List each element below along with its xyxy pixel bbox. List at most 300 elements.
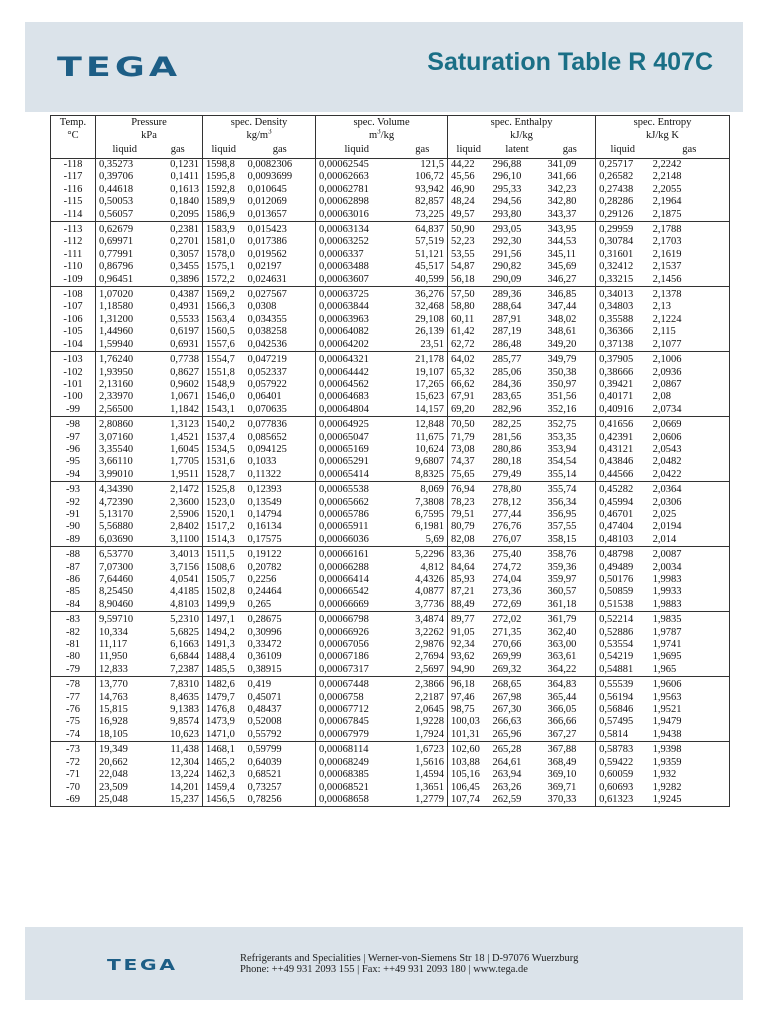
table-cell: 53,55 [448, 249, 490, 261]
table-cell: 285,77 [492, 354, 522, 366]
table-cell: 0,50859 [596, 586, 650, 598]
table-cell: 0,64039 [247, 756, 282, 768]
table-cell: 0,44566 [596, 469, 650, 482]
table-cell: 341,66 [547, 171, 577, 183]
table-cell: 0,56194 [596, 692, 650, 704]
table-cell: 1531,6 [203, 456, 245, 468]
table-cell: 290,09 [490, 274, 545, 287]
table-cell: 367,27 [545, 729, 596, 742]
table-cell: 2,3866 [415, 679, 445, 691]
sub-header: gas [545, 142, 596, 159]
table-cell: 74,37 [448, 456, 490, 468]
header-banner [25, 22, 743, 112]
table-cell: 3,4013 [170, 549, 200, 561]
table-cell: 1557,6 [203, 339, 245, 352]
table-cell: 2,0364 [652, 484, 682, 496]
table-cell: 0,034355 [247, 313, 287, 325]
table-cell: 0,54881 [596, 664, 650, 677]
temp-unit: °C [67, 130, 79, 141]
table-cell: 1,3123 [170, 419, 200, 431]
table-cell: 0,6197 [170, 326, 200, 338]
sub-header: liquid [203, 142, 245, 159]
table-cell: 1,07020 [96, 287, 154, 302]
table-cell: 17,265 [415, 378, 445, 390]
table-cell: 285,06 [492, 366, 522, 378]
table-cell: 1,4594 [415, 769, 445, 781]
table-cell: 0,00066161 [316, 547, 398, 562]
table-cell: 0,057922 [247, 378, 287, 390]
table-cell: 0,5814 [596, 729, 650, 742]
table-cell: -116 [63, 183, 83, 195]
table-row [51, 562, 730, 574]
table-row [51, 547, 730, 562]
table-cell: 267,98 [492, 691, 522, 703]
table-cell: 369,71 [547, 781, 577, 793]
table-cell: 15,237 [154, 794, 203, 807]
table-cell: 276,07 [490, 534, 545, 547]
table-cell: 2,56500 [96, 404, 154, 417]
table-cell: -96 [66, 443, 80, 455]
table-cell: 2,2187 [415, 691, 445, 703]
table-cell: 270,66 [492, 639, 522, 651]
table-cell: 0,00068385 [316, 769, 398, 781]
table-cell: 362,40 [547, 626, 577, 638]
table-cell: -84 [51, 599, 96, 612]
table-cell: 10,624 [415, 443, 445, 455]
table-row [51, 222, 730, 237]
table-cell: 16,928 [96, 716, 154, 728]
table-cell: 0,54219 [596, 651, 650, 663]
table-cell: 76,94 [448, 482, 490, 497]
table-cell: 54,87 [448, 261, 490, 273]
table-row [51, 249, 730, 261]
table-cell: 1,9606 [652, 679, 682, 691]
table-row [51, 677, 730, 692]
table-cell: 0,27438 [596, 184, 650, 196]
table-cell: 0,00067056 [316, 639, 398, 651]
table-cell: 0,00064321 [316, 352, 398, 367]
table-cell: 0,12393 [247, 484, 282, 496]
table-cell: 1525,8 [203, 482, 245, 497]
table-cell: 64,02 [448, 352, 490, 367]
table-cell: 57,519 [415, 236, 445, 248]
table-cell: 1482,6 [203, 677, 245, 692]
table-cell: 48,24 [448, 196, 490, 208]
table-cell: 263,94 [492, 769, 522, 781]
table-cell: 36,276 [415, 289, 445, 301]
temp-header: Temp. [59, 117, 87, 128]
table-cell: 1548,9 [203, 379, 245, 391]
table-cell: 14,763 [96, 692, 154, 704]
table-cell: 93,942 [415, 183, 445, 195]
table-cell: -88 [66, 549, 80, 561]
table-cell: 0,53554 [596, 639, 650, 651]
table-cell: 0,00065786 [316, 509, 398, 521]
table-cell: 357,55 [547, 521, 577, 533]
table-cell: 1473,9 [203, 716, 245, 728]
table-cell: 15,815 [96, 704, 154, 716]
table-cell: 2,5906 [170, 508, 200, 520]
table-cell: 6,03690 [96, 534, 154, 547]
table-cell: 84,64 [448, 562, 490, 574]
table-cell: 1,9359 [652, 756, 682, 768]
table-cell: -112 [63, 236, 83, 248]
table-cell: 267,30 [492, 704, 522, 716]
table-row [51, 469, 730, 482]
table-cell: 78,23 [448, 497, 490, 509]
table-cell: 0,00062898 [316, 196, 398, 208]
table-cell: 2,0543 [652, 443, 682, 455]
table-cell: 2,1703 [652, 236, 682, 248]
entropy-unit: kJ/kg K [596, 129, 730, 142]
table-cell: 0,68521 [247, 769, 282, 781]
table-cell: 0,2095 [154, 209, 203, 222]
table-cell: 40,599 [398, 274, 448, 287]
table-cell: 0,51538 [596, 599, 650, 612]
table-cell: 7,64460 [96, 574, 154, 586]
table-cell: 0,60059 [596, 769, 650, 781]
table-cell: 19,349 [96, 742, 154, 757]
table-cell: -113 [63, 224, 83, 236]
sub-header: gas [398, 142, 448, 159]
density-unit: $kg/m^3$ [203, 129, 316, 142]
table-row [51, 404, 730, 417]
table-cell: -106 [63, 313, 83, 325]
table-cell: 0,017386 [247, 236, 287, 248]
table-cell: 0,00065047 [316, 432, 398, 444]
table-cell: 4,0541 [170, 574, 200, 585]
table-cell: 273,36 [492, 586, 522, 598]
table-cell: 5,6825 [170, 626, 200, 638]
table-cell: 1497,1 [203, 612, 245, 627]
table-cell: 3,7156 [170, 561, 200, 573]
table-cell: 7,2387 [154, 664, 203, 677]
table-cell: -97 [66, 431, 80, 443]
table-cell: 2,0194 [652, 521, 682, 533]
table-cell: 0,45071 [247, 691, 282, 703]
table-cell: 45,517 [415, 261, 445, 273]
table-cell: 13,770 [96, 677, 154, 692]
table-cell: 0,00066798 [316, 612, 398, 627]
table-cell: 346,85 [547, 289, 577, 301]
table-cell: 0,1840 [170, 196, 200, 208]
table-cell: 105,16 [448, 769, 490, 781]
table-cell: 0,73257 [247, 781, 282, 793]
table-cell: 96,18 [448, 677, 490, 692]
table-cell: 0,29126 [596, 209, 650, 222]
table-cell: -72 [66, 756, 80, 768]
table-row [51, 639, 730, 651]
table-cell: 347,44 [547, 301, 577, 313]
table-cell: 1,965 [650, 664, 730, 677]
table-cell: 1456,5 [203, 794, 245, 807]
table-cell: 1520,1 [203, 509, 245, 521]
table-cell: 1543,1 [203, 404, 245, 417]
table-cell: -70 [66, 781, 80, 793]
table-cell: 0,11322 [245, 469, 316, 482]
table-cell: 1,5616 [415, 756, 445, 768]
table-cell: 1575,1 [203, 261, 245, 273]
table-cell: 1508,6 [203, 562, 245, 574]
table-cell: 365,44 [547, 691, 577, 703]
table-cell: 4,812 [420, 561, 445, 573]
table-cell: 355,74 [547, 484, 577, 496]
table-cell: 1517,2 [203, 521, 245, 533]
table-cell: 1,1842 [154, 404, 203, 417]
table-cell: 0,3057 [170, 248, 200, 260]
table-cell: -81 [66, 639, 80, 651]
table-cell: -75 [66, 716, 80, 728]
table-cell: 1,9563 [652, 691, 682, 703]
table-cell: 0,57495 [596, 716, 650, 728]
table-cell: 0,00068249 [316, 757, 398, 769]
table-cell: 1583,9 [203, 222, 245, 237]
sub-header: gas [154, 142, 203, 159]
table-cell: 103,88 [448, 757, 490, 769]
table-cell: 9,8574 [170, 716, 200, 728]
tega-logo: TEGA [57, 52, 182, 83]
table-cell: 0,77991 [96, 249, 154, 261]
table-row [51, 729, 730, 742]
table-cell: 287,91 [492, 313, 522, 325]
table-cell: 0,56846 [596, 704, 650, 716]
table-cell: 13,224 [170, 769, 200, 781]
table-cell: 2,0669 [652, 419, 682, 431]
table-cell: 0,29959 [596, 222, 650, 237]
table-cell: 282,25 [492, 419, 522, 431]
table-row [51, 586, 730, 598]
table-cell: 65,32 [448, 367, 490, 379]
table-cell: -110 [63, 261, 83, 273]
table-cell: 0,19122 [247, 549, 282, 561]
table-cell: 268,65 [492, 679, 522, 691]
table-cell: 0,00062663 [316, 171, 398, 183]
table-cell: 276,76 [492, 521, 522, 533]
table-cell: 0,00063016 [316, 209, 398, 222]
table-cell: 1554,7 [203, 352, 245, 367]
table-cell: 0,24464 [247, 586, 282, 598]
footer-address-line: Refrigerants and Specialities | Werner-von-Siemens Str 18 | D-97076 Wuerzburg [240, 953, 579, 964]
table-cell: 0,00066669 [316, 599, 398, 612]
sub-header: liquid [96, 142, 154, 159]
table-cell: 282,96 [490, 404, 545, 417]
table-cell: 0,58783 [596, 742, 650, 757]
table-cell: 4,72390 [96, 497, 154, 509]
table-cell: 4,34390 [96, 482, 154, 497]
table-cell: 277,44 [492, 508, 522, 520]
table-cell: -115 [63, 196, 83, 208]
table-cell: 0,86796 [96, 261, 154, 273]
table-cell: -103 [63, 354, 83, 366]
table-cell: 0,00064442 [316, 367, 398, 379]
table-cell: 9,59710 [96, 612, 154, 627]
table-cell: 1,76240 [96, 352, 154, 367]
table-row [51, 782, 730, 794]
table-cell: 0,00067979 [316, 729, 398, 742]
table-row [51, 301, 730, 313]
table-cell: 274,04 [492, 574, 522, 585]
table-cell: 292,30 [492, 236, 522, 248]
table-cell: 263,26 [492, 781, 522, 793]
table-cell: 0,50053 [96, 196, 154, 208]
table-cell: 1546,0 [203, 391, 245, 403]
table-cell: 0,36366 [596, 326, 650, 338]
table-cell: 0,9602 [170, 378, 200, 390]
table-cell: 0,3455 [170, 261, 200, 273]
table-cell: -73 [66, 744, 80, 756]
table-cell: 0,2381 [170, 224, 200, 236]
table-row [51, 261, 730, 273]
enthalpy-unit: kJ/kg [448, 129, 596, 142]
table-cell: 0,48798 [596, 547, 650, 562]
table-cell: 266,63 [492, 716, 522, 728]
volume-header: spec. Volume [316, 116, 448, 130]
table-cell: 269,99 [492, 651, 522, 663]
table-cell: 0,00067186 [316, 651, 398, 663]
footer-tega-logo: TEGA [107, 956, 178, 974]
table-cell: 102,60 [448, 742, 490, 757]
table-cell: 0,50176 [596, 574, 650, 586]
table-cell: 348,02 [547, 313, 577, 325]
table-cell: -100 [63, 391, 83, 403]
table-cell: 0,077836 [247, 419, 287, 431]
table-cell: 9,6807 [415, 456, 445, 468]
table-cell: 0,31601 [596, 249, 650, 261]
table-cell: 0,02197 [247, 261, 282, 273]
table-cell: 2,0422 [650, 469, 730, 482]
table-cell: 0,16134 [247, 521, 282, 533]
table-cell: 1595,8 [203, 171, 245, 183]
table-cell: 70,50 [448, 417, 490, 432]
table-cell: 101,31 [448, 729, 490, 742]
table-row [51, 379, 730, 391]
table-cell: 19,107 [415, 366, 445, 378]
table-cell: 0,41656 [596, 417, 650, 432]
table-cell: 62,72 [448, 339, 490, 352]
table-row [51, 651, 730, 663]
table-cell: 15,623 [415, 391, 445, 403]
table-cell: -69 [51, 794, 96, 807]
page-title: Saturation Table R 407C [427, 48, 713, 76]
table-cell: 0,047219 [247, 354, 287, 366]
table-cell: 288,64 [492, 301, 522, 313]
table-cell: 0,48103 [596, 534, 650, 547]
table-cell: 0,20782 [247, 561, 282, 573]
table-cell: -91 [66, 508, 80, 520]
table-cell: 370,33 [545, 794, 596, 807]
table-cell: 52,23 [448, 236, 490, 248]
table-cell: 1592,8 [203, 184, 245, 196]
table-cell: 0,00064562 [316, 379, 398, 391]
table-cell: 0,8627 [170, 366, 200, 378]
table-cell: 0,00062545 [316, 159, 398, 172]
table-cell: 0,6931 [154, 339, 203, 352]
table-cell: 0,34803 [596, 301, 650, 313]
table-cell: 1471,0 [203, 729, 245, 742]
table-row [51, 314, 730, 326]
table-cell: 0,60693 [596, 782, 650, 794]
table-cell: -94 [51, 469, 96, 482]
table-cell: 0,0006758 [316, 692, 398, 704]
table-cell: 1572,2 [203, 274, 245, 287]
table-cell: 366,66 [547, 716, 577, 728]
table-cell: 0,37905 [596, 352, 650, 367]
table-cell: 0,015423 [247, 224, 287, 236]
table-row [51, 352, 730, 367]
table-cell: 0,013657 [245, 209, 316, 222]
table-cell: 2,0645 [415, 704, 445, 716]
table-cell: 0,00063488 [316, 261, 398, 273]
table-row [51, 521, 730, 533]
table-cell: 2,3600 [170, 496, 200, 508]
table-cell: -118 [63, 159, 83, 170]
table-cell: 0,35588 [596, 314, 650, 326]
table-cell: 274,72 [492, 561, 522, 573]
table-cell: 0,00066542 [316, 586, 398, 598]
table-cell: 1,59940 [96, 339, 154, 352]
table-cell: 2,0034 [652, 561, 682, 573]
table-cell: 0,48437 [247, 704, 282, 716]
table-cell: 82,857 [415, 196, 445, 208]
table-cell: -77 [66, 691, 80, 703]
table-cell: -82 [66, 626, 80, 638]
table-cell: 351,56 [547, 391, 577, 403]
table-cell: 0,00068521 [316, 782, 398, 794]
table-cell: 87,21 [448, 586, 490, 598]
table-cell: 1,6045 [170, 443, 200, 455]
table-cell: 60,11 [448, 314, 490, 326]
table-cell: 5,56880 [96, 521, 154, 533]
table-cell: 1578,0 [203, 249, 245, 261]
table-cell: -99 [51, 404, 96, 417]
table-cell: 7,3808 [415, 496, 445, 508]
table-cell: 0,62679 [96, 222, 154, 237]
table-cell: 1465,2 [203, 757, 245, 769]
table-cell: -83 [66, 614, 80, 626]
table-cell: 296,10 [492, 171, 522, 183]
table-row [51, 274, 730, 287]
table-cell: 289,36 [492, 289, 522, 301]
table-cell: 0,00065662 [316, 497, 398, 509]
table-cell: 4,4185 [170, 586, 200, 598]
table-cell: 279,49 [490, 469, 545, 482]
table-cell: 0,00065911 [316, 521, 398, 533]
table-cell: 71,79 [448, 432, 490, 444]
table-cell: 364,83 [547, 679, 577, 691]
sub-header: gas [650, 142, 730, 159]
table-cell: 350,38 [547, 366, 577, 378]
table-cell: 8,069 [420, 484, 445, 496]
table-cell: 0,00065291 [316, 456, 398, 468]
table-cell: 11,438 [170, 744, 200, 756]
table-cell: 23,51 [398, 339, 448, 352]
table-cell: 1,9787 [652, 626, 682, 638]
table-cell: 12,848 [415, 419, 445, 431]
table-row [51, 171, 730, 183]
table-cell: 1,9741 [652, 639, 682, 651]
table-cell: 280,86 [492, 443, 522, 455]
table-cell: 0,00066288 [316, 562, 398, 574]
table-cell: 344,53 [547, 236, 577, 248]
sub-header: liquid [596, 142, 650, 159]
table-row [51, 184, 730, 196]
sub-header: liquid [448, 142, 490, 159]
table-cell: 6,53770 [96, 547, 154, 562]
table-cell: 369,10 [547, 769, 577, 781]
table-cell: 1,3651 [415, 781, 445, 793]
table-cell: -86 [66, 574, 80, 585]
table-cell: 0,038258 [247, 326, 287, 338]
